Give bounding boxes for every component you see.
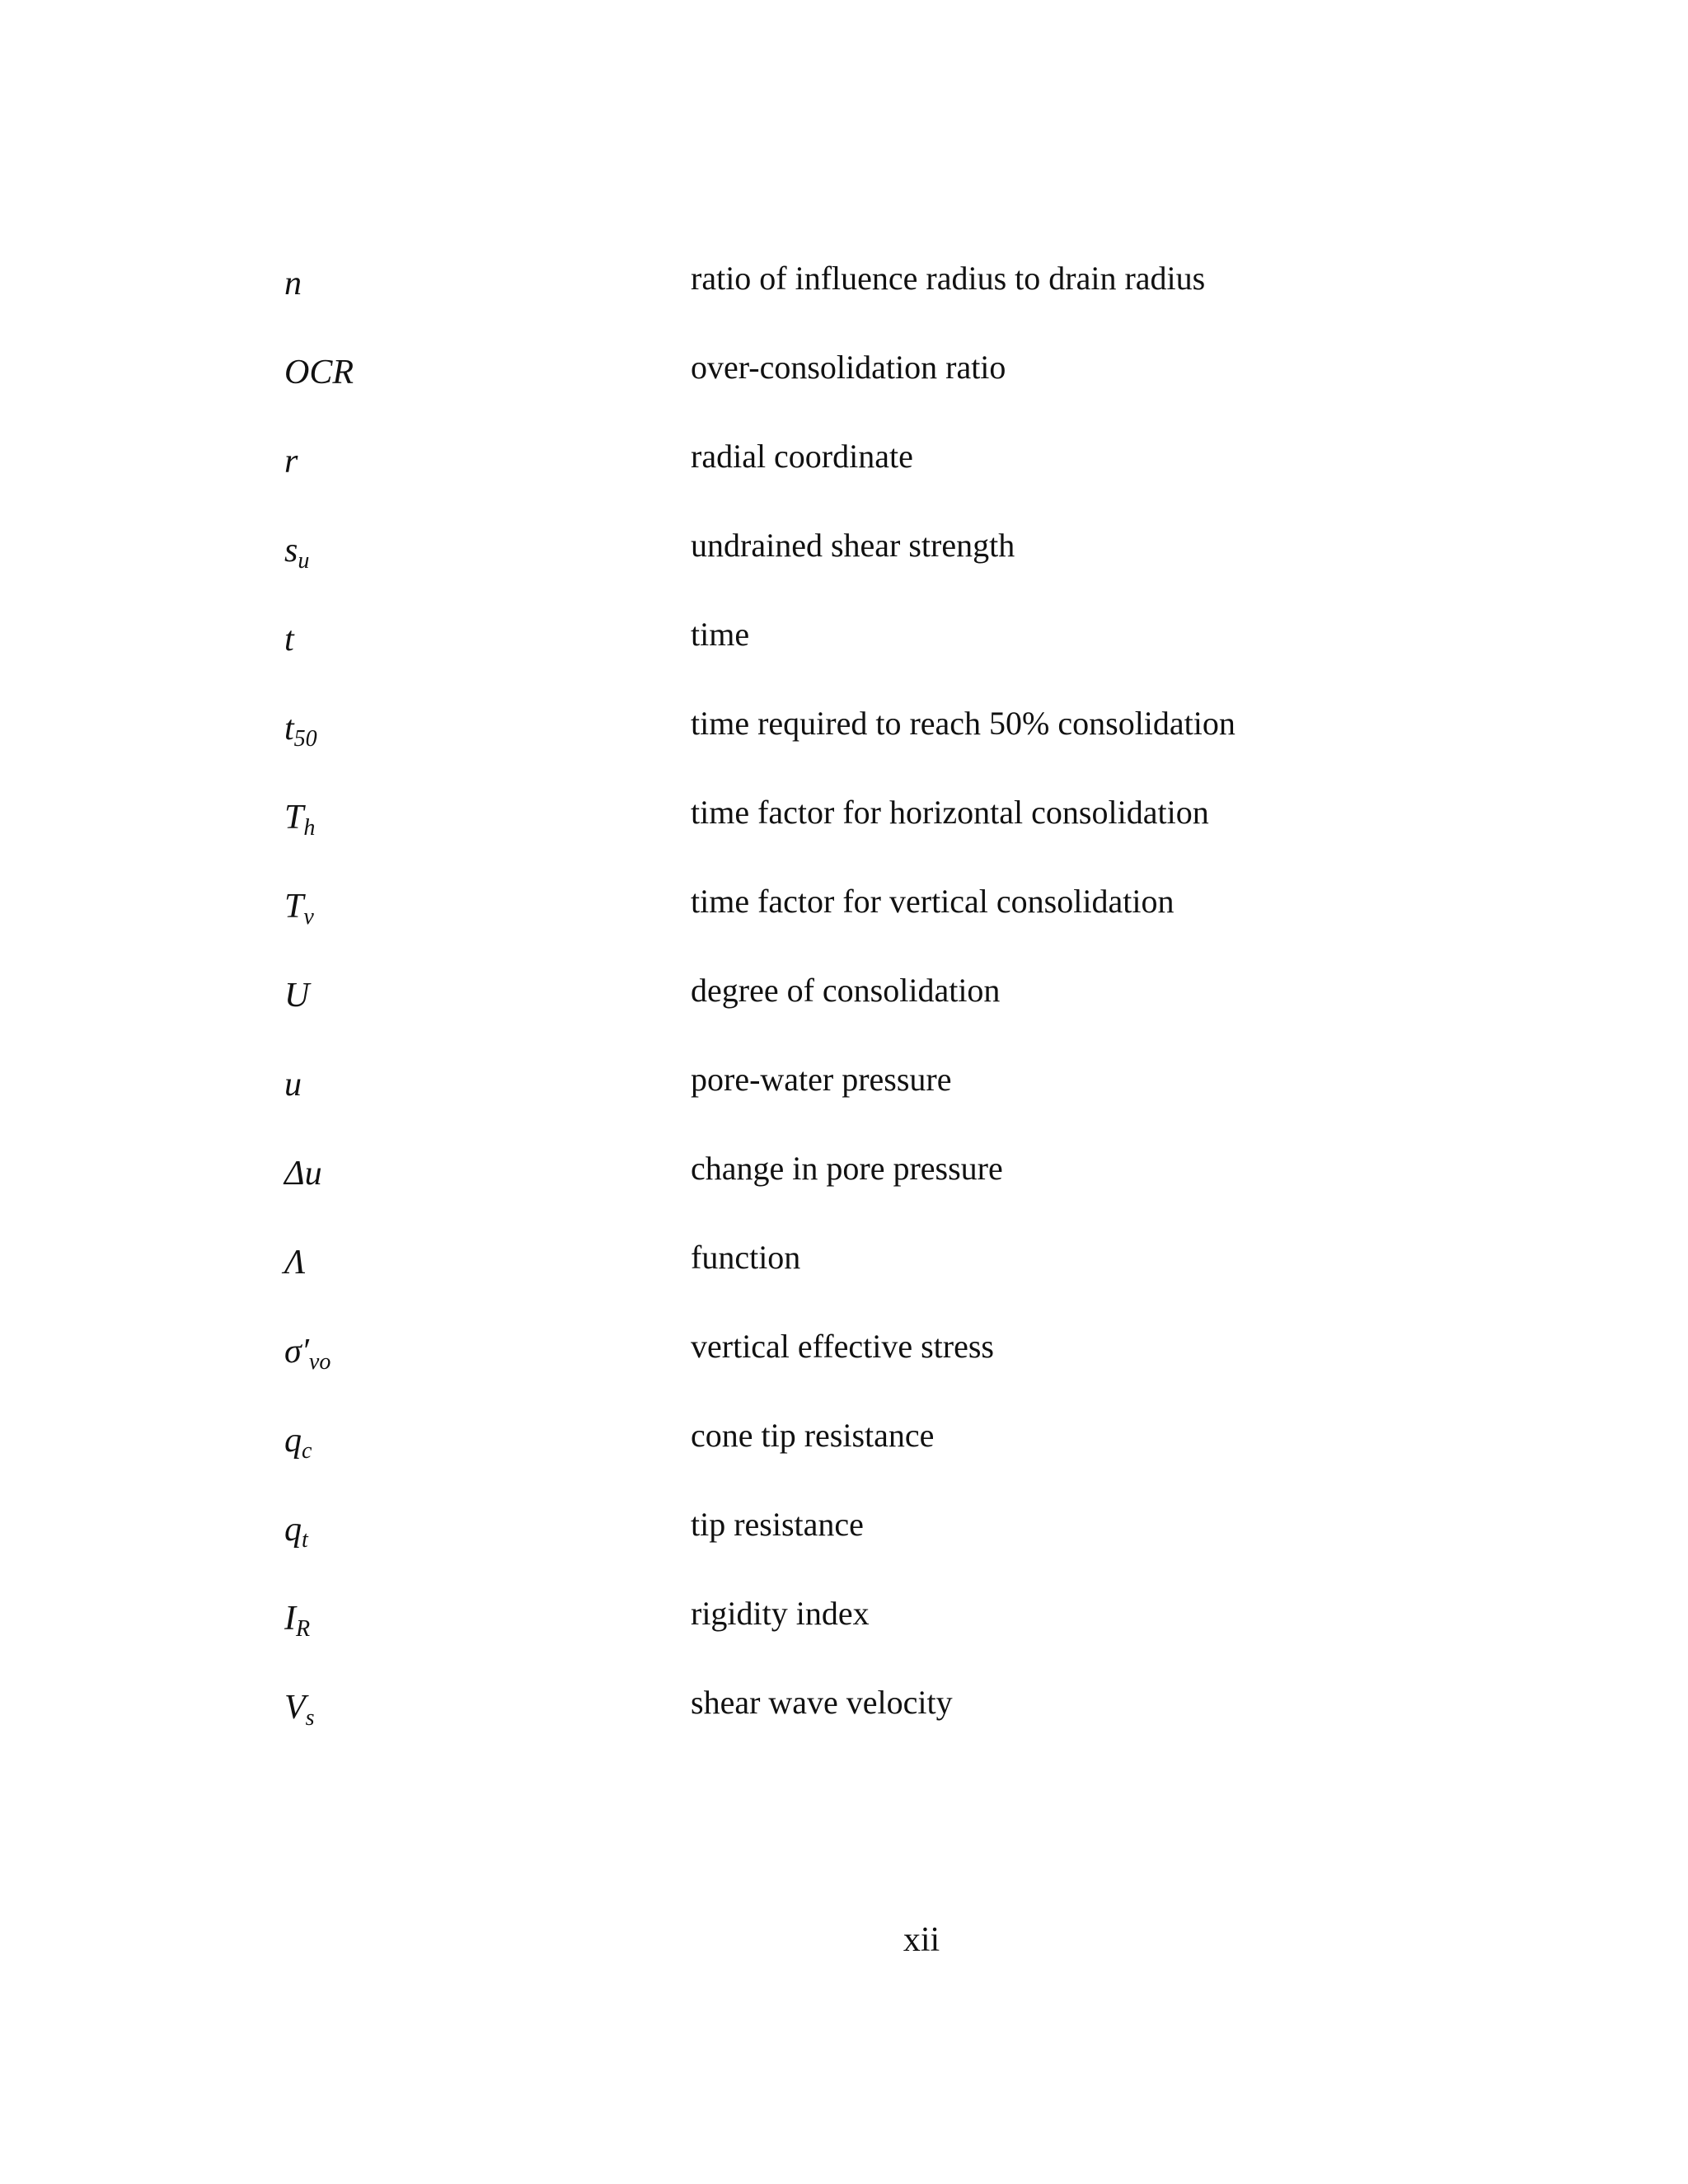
symbol-row bbox=[0, 1151, 1688, 1216]
symbol-base: T bbox=[284, 799, 304, 837]
symbol bbox=[284, 527, 309, 584]
symbol-row bbox=[0, 1240, 1688, 1305]
symbol-definition: pore-water pressure bbox=[691, 1061, 952, 1098]
symbol-definition: time bbox=[691, 616, 750, 653]
symbol-base: I bbox=[284, 1600, 296, 1638]
symbol-subscript: s bbox=[305, 1705, 315, 1731]
symbol-definition: vertical effective stress bbox=[691, 1328, 994, 1365]
symbol-base: s bbox=[284, 532, 298, 569]
symbol bbox=[284, 794, 315, 851]
symbol bbox=[284, 438, 298, 495]
symbol-definition: undrained shear strength bbox=[691, 527, 1015, 564]
symbol-row bbox=[0, 438, 1688, 504]
symbol-row bbox=[0, 1507, 1688, 1572]
symbol-row bbox=[0, 972, 1688, 1038]
symbol-subscript: 50 bbox=[293, 726, 317, 752]
symbol-base: r bbox=[284, 443, 298, 480]
symbol-subscript: vo bbox=[308, 1349, 331, 1375]
symbol-base: σ′ bbox=[284, 1333, 309, 1371]
symbol-base: OCR bbox=[284, 354, 354, 391]
symbol-definition: change in pore pressure bbox=[691, 1150, 1003, 1187]
symbol-subscript: R bbox=[296, 1616, 311, 1642]
symbol-subscript: h bbox=[303, 815, 316, 841]
symbol bbox=[284, 883, 314, 940]
symbol-base: q bbox=[284, 1511, 302, 1549]
symbol bbox=[284, 1062, 302, 1118]
symbol-row bbox=[0, 1418, 1688, 1483]
symbol-row bbox=[0, 705, 1688, 771]
symbol bbox=[284, 1240, 305, 1296]
symbol-row bbox=[0, 616, 1688, 682]
symbol-base: U bbox=[284, 977, 310, 1015]
symbol-subscript: v bbox=[303, 904, 314, 930]
symbol-row bbox=[0, 527, 1688, 593]
symbol-base: t bbox=[284, 621, 294, 658]
symbol-definition: shear wave velocity bbox=[691, 1684, 953, 1721]
symbol-definition: tip resistance bbox=[691, 1506, 864, 1543]
symbol-subscript: t bbox=[302, 1527, 308, 1553]
symbol bbox=[284, 260, 302, 317]
symbol-row bbox=[0, 1685, 1688, 1750]
symbol-definition: over-consolidation ratio bbox=[691, 349, 1006, 386]
symbol bbox=[284, 1507, 308, 1563]
symbol-row bbox=[0, 1596, 1688, 1661]
symbol-base: Δu bbox=[284, 1155, 322, 1193]
symbol-row bbox=[0, 1062, 1688, 1127]
symbol-definition: time required to reach 50% consolidation bbox=[691, 705, 1236, 742]
symbol bbox=[284, 972, 309, 1029]
symbol-row bbox=[0, 883, 1688, 949]
symbol-row bbox=[0, 1329, 1688, 1394]
symbol-base: t bbox=[284, 710, 294, 748]
symbol-definition: cone tip resistance bbox=[691, 1417, 935, 1454]
symbol bbox=[284, 1596, 310, 1652]
symbol-base: u bbox=[284, 1066, 302, 1104]
symbol bbox=[284, 1418, 312, 1474]
symbol bbox=[284, 1685, 315, 1741]
symbol-base: n bbox=[284, 265, 302, 302]
symbol-definition: rigidity index bbox=[691, 1595, 870, 1632]
symbol bbox=[284, 1329, 331, 1385]
symbol-subscript: c bbox=[302, 1438, 312, 1464]
symbol-definition: function bbox=[691, 1239, 801, 1276]
symbol bbox=[284, 705, 317, 762]
symbol-base: Λ bbox=[284, 1244, 306, 1282]
symbol-row bbox=[0, 260, 1688, 326]
symbol-definition: ratio of influence radius to drain radius bbox=[691, 260, 1206, 297]
symbol bbox=[284, 1151, 322, 1207]
symbol-base: V bbox=[284, 1689, 306, 1727]
symbol-definition: radial coordinate bbox=[691, 438, 913, 475]
symbol-row bbox=[0, 794, 1688, 860]
page-number: xii bbox=[903, 1921, 940, 1959]
symbol-row bbox=[0, 349, 1688, 415]
symbol-definition: degree of consolidation bbox=[691, 972, 1001, 1009]
symbol-base: T bbox=[284, 888, 304, 926]
symbol bbox=[284, 349, 354, 406]
symbol-definition: time factor for vertical consolidation bbox=[691, 883, 1175, 920]
symbol-base: q bbox=[284, 1422, 302, 1460]
symbol bbox=[284, 616, 294, 673]
symbol-subscript: u bbox=[298, 548, 310, 574]
symbol-definition: time factor for horizontal consolidation bbox=[691, 794, 1209, 831]
